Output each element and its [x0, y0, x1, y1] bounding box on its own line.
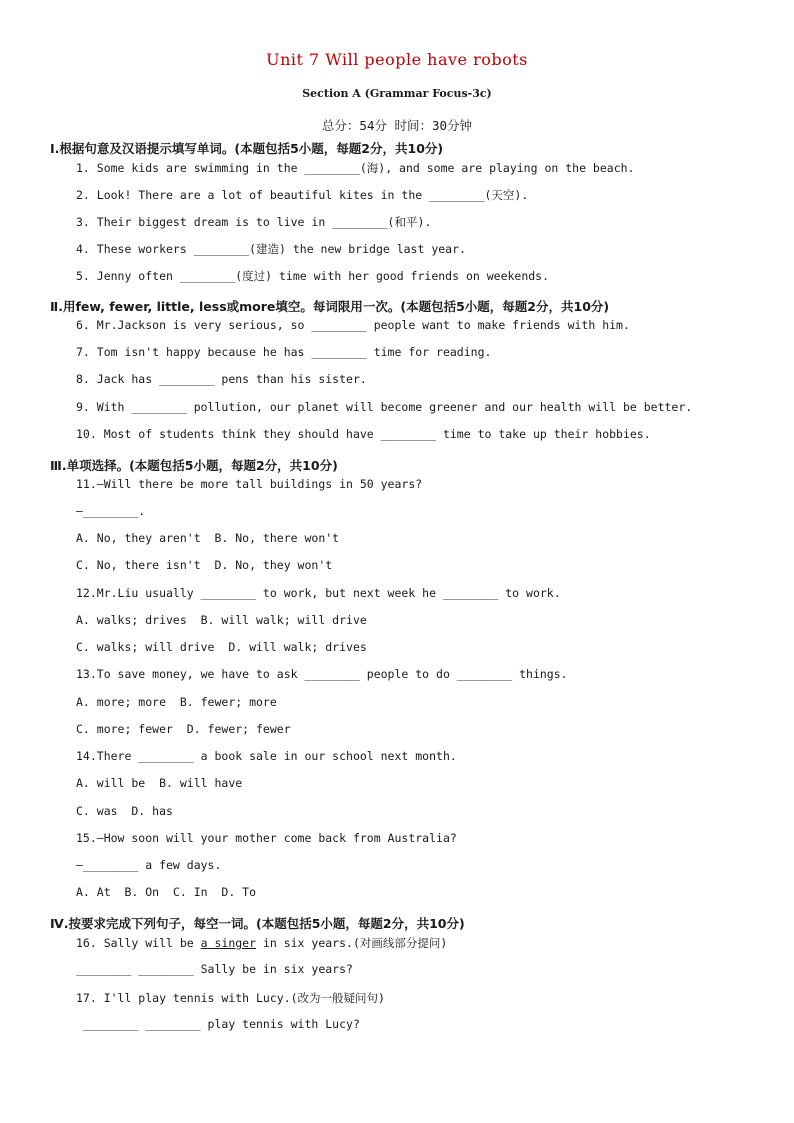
question-16-end: in six years.(对画线部分提问) [256, 936, 448, 950]
question-15-options: A. At B. On C. In D. To [76, 885, 257, 899]
question-1: 1. Some kids are swimming in the ________(海), and some are playing on the beach. [76, 161, 635, 175]
question-10: 10. Most of students think they should have ________ time to take up their hobbies. [76, 427, 651, 441]
question-2: 2. Look! There are a lot of beautiful kites in the ________(天空). [76, 188, 529, 202]
question-15-answer-line: —________ a few days. [76, 858, 222, 872]
question-11-options-ab: A. No, they aren't B. No, there won't [76, 531, 340, 545]
question-16-start: 16. Sally will be [76, 936, 201, 950]
question-14-options-ab: A. will be B. will have [76, 776, 243, 790]
question-9: 9. With ________ pollution, our planet will become greener and our health will be better. [76, 400, 693, 414]
score-time-info: 总分：54分 时间：30分钟 [321, 118, 473, 133]
question-7: 7. Tom isn't happy because he has ________ time for reading. [76, 345, 492, 359]
question-16-answer: ________ ________ Sally be in six years? [76, 962, 353, 976]
question-11-answer-line: —________. [76, 504, 146, 518]
question-6: 6. Mr.Jackson is very serious, so ________ people want to make friends with him. [76, 318, 630, 332]
question-11-options-cd: C. No, there isn't D. No, they won't [76, 558, 333, 572]
question-3: 3. Their biggest dream is to live in ________(和平). [76, 215, 432, 229]
question-14: 14.There ________ a book sale in our school next month. [76, 749, 457, 763]
section-3-heading: Ⅲ.单项选择。(本题包括5小题，每题2分，共10分) [50, 458, 338, 473]
question-13-options-ab: A. more; more B. fewer; more [76, 695, 277, 709]
worksheet-title: Unit 7 Will people have robots [266, 50, 528, 69]
question-16 [76, 935, 447, 951]
question-17: 17. I'll play tennis with Lucy.(改为一般疑问句) [76, 991, 385, 1005]
question-4: 4. These workers ________(建造) the new bridge last year. [76, 242, 466, 256]
question-5: 5. Jenny often ________(度过) time with her good friends on weekends. [76, 269, 550, 283]
question-8: 8. Jack has ________ pens than his sister. [76, 372, 367, 386]
question-13: 13.To save money, we have to ask ________ people to do ________ things. [76, 667, 568, 681]
section-4-heading: Ⅳ.按要求完成下列句子，每空一词。(本题包括5小题，每题2分，共10分) [50, 916, 465, 931]
question-12-options-cd: C. walks; will drive D. will walk; drives [76, 640, 367, 654]
question-15: 15.—How soon will your mother come back from Australia? [76, 831, 457, 845]
question-11: 11.—Will there be more tall buildings in 50 years? [76, 477, 423, 491]
question-12-options-ab: A. walks; drives B. will walk; will drive [76, 613, 367, 627]
section-1-heading: Ⅰ.根据句意及汉语提示填写单词。(本题包括5小题，每题2分，共10分) [50, 141, 444, 156]
question-14-options-cd: C. was D. has [76, 804, 173, 818]
question-12: 12.Mr.Liu usually ________ to work, but next week he ________ to work. [76, 586, 561, 600]
question-16-underlined: a singer [200, 936, 257, 950]
question-13-options-cd: C. more; fewer D. fewer; fewer [76, 722, 291, 736]
section-2-heading: Ⅱ.用few, fewer, little, less或more填空。每词限用一次。(本题包括5小题，每题2分，共10分) [50, 299, 610, 314]
worksheet-subtitle: Section A (Grammar Focus-3c) [302, 87, 492, 100]
question-17-answer: ________ ________ play tennis with Lucy? [76, 1017, 360, 1031]
